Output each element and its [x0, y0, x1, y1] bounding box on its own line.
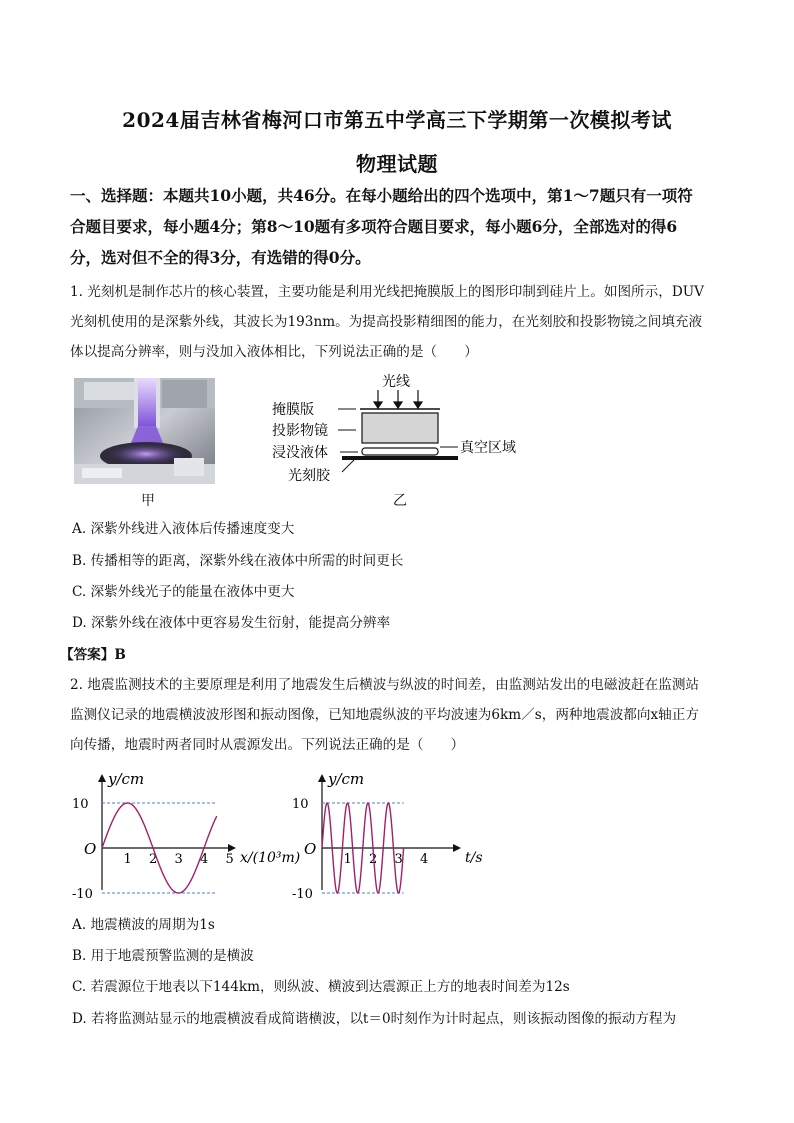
x-tick-label: 4	[420, 852, 429, 867]
exam-title: 2024届吉林省梅河口市第五中学高三下学期第一次模拟考试	[122, 108, 672, 132]
section-line: 一、选择题：本题共10小题，共46分。在每小题给出的四个选项中，第1～7题只有一项符	[70, 186, 693, 205]
q1-option-b: B. 传播相等的距离，深紫外线在液体中所需的时间更长	[72, 553, 404, 569]
origin-label: O	[304, 840, 317, 858]
figure-caption-yi: 乙	[393, 493, 407, 509]
diagram-label-light: 光线	[382, 374, 410, 390]
lithography-photo	[74, 378, 215, 484]
vibration-graph	[290, 768, 500, 898]
diagram-label-lens: 投影物镜	[272, 423, 328, 439]
y-tick-label: -10	[72, 887, 93, 898]
question-line: 向传播，地震时两者同时从震源发出。下列说法正确的是（ ）	[70, 737, 465, 753]
q2-option-c: C. 若震源位于地表以下144km，则纵波、横波到达震源正上方的地表时间差为12s	[72, 979, 570, 995]
q2-option-b: B. 用于地震预警监测的是横波	[72, 948, 254, 964]
y-axis-label: y/cm	[108, 770, 145, 788]
q2-option-a: A. 地震横波的周期为1s	[72, 917, 215, 933]
x-tick-label: 2	[149, 852, 158, 867]
q1-option-d: D. 深紫外线在液体中更容易发生衍射，能提高分辨率	[72, 615, 391, 631]
question-line: 监测仪记录的地震横波波形图和振动图像，已知地震纵波的平均波速为6km／s，两种地震波都向x轴正方	[70, 707, 699, 723]
x-tick-label: 1	[343, 852, 352, 867]
x-axis-arrow	[228, 844, 236, 852]
x-tick-label: 1	[123, 852, 132, 867]
diagram-label-liquid: 浸没液体	[272, 445, 328, 461]
wave-graph	[70, 768, 310, 898]
resist-layer	[342, 456, 458, 460]
diagram-label-mask: 掩膜版	[272, 402, 314, 418]
diagram-label-resist: 光刻胶	[288, 468, 330, 484]
section-instructions	[70, 180, 730, 273]
q1-option-c: C. 深紫外线光子的能量在液体中更大	[72, 584, 295, 600]
lithography-diagram	[270, 368, 540, 508]
y-tick-label: 10	[72, 797, 89, 812]
y-axis-arrow	[318, 774, 326, 782]
x-tick-label: 5	[225, 852, 234, 867]
x-axis-label: x/(10³m)	[240, 850, 301, 866]
x-axis-arrow	[453, 844, 461, 852]
q1-answer: 【答案】B	[60, 647, 126, 663]
y-tick-label: 10	[292, 797, 309, 812]
x-tick-label: 3	[394, 852, 403, 867]
y-tick-label: -10	[292, 887, 313, 898]
liquid-layer	[362, 448, 438, 455]
x-tick-label: 4	[200, 852, 209, 867]
light-arrows	[374, 390, 422, 408]
question-line: 体以提高分辨率，则与没加入液体相比，下列说法正确的是（ ）	[70, 344, 478, 360]
y-axis-label: y/cm	[328, 770, 365, 788]
projection-lens	[362, 413, 438, 443]
x-tick-label: 3	[174, 852, 183, 867]
exam-subtitle: 物理试题	[356, 152, 438, 176]
diagram-label-vacuum: 真空区域	[460, 440, 516, 456]
x-tick-label: 2	[369, 852, 378, 867]
question-2-stem	[70, 670, 730, 760]
question-1-stem	[70, 277, 730, 367]
question-line: 光刻机使用的是深紫外线，其波长为193nm。为提高投影精细图的能力，在光刻胶和投影物镜之间填充液	[70, 314, 703, 330]
section-line: 合题目要求，每小题4分；第8～10题有多项符合题目要求，每小题6分，全部选对的得6	[70, 217, 678, 236]
question-line: 1. 光刻机是制作芯片的核心装置，主要功能是利用光线把掩膜版上的图形印制到硅片上。如图所示，DUV	[70, 284, 704, 300]
section-line: 分，选对但不全的得3分，有选错的得0分。	[70, 248, 371, 267]
q2-option-d: D. 若将监测站显示的地震横波看成简谐横波，以t＝0时刻作为计时起点，则该振动图像的振动方程为	[72, 1011, 677, 1027]
x-axis-label: t/s	[465, 850, 483, 866]
origin-label: O	[84, 840, 97, 858]
figure-caption-jia: 甲	[141, 493, 155, 509]
y-axis-arrow	[98, 774, 106, 782]
question-line: 2. 地震监测技术的主要原理是利用了地震发生后横波与纵波的时间差，由监测站发出的电磁波赶在监测站	[70, 677, 700, 693]
q1-option-a: A. 深紫外线进入液体后传播速度变大	[72, 521, 295, 537]
